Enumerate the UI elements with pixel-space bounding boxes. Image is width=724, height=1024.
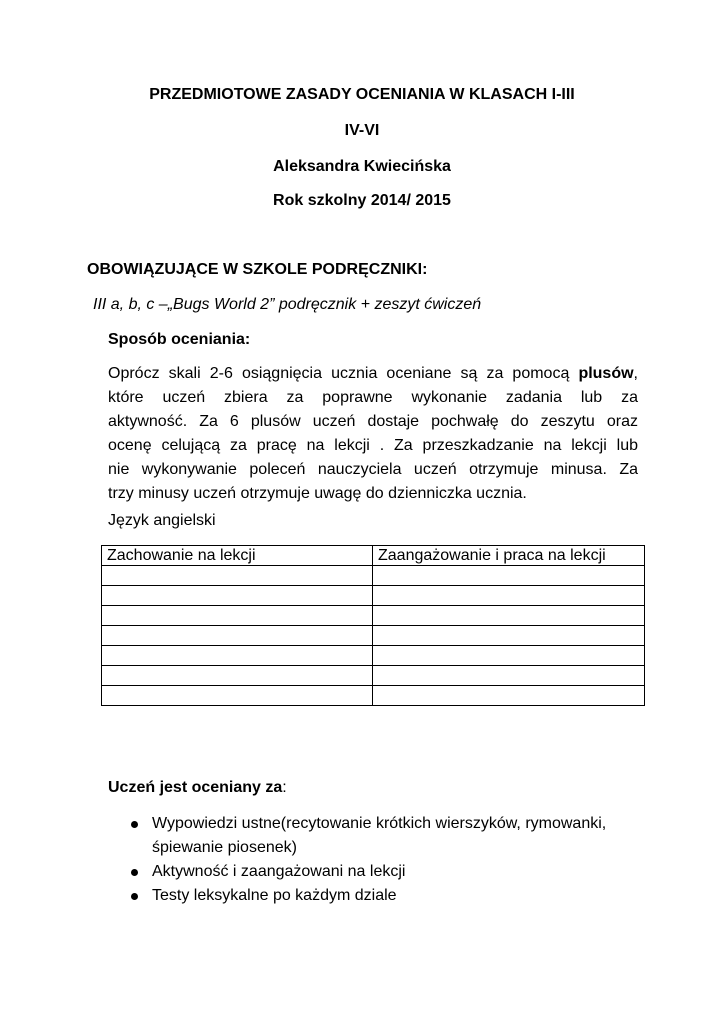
table-cell [102, 666, 373, 686]
table-row [102, 566, 645, 586]
table-header-row [102, 546, 645, 566]
paragraph-line: które uczeń zbiera za poprawne wykonanie zadania lub za [108, 389, 638, 406]
table-cell [102, 646, 373, 666]
table-cell [102, 606, 373, 626]
table-row [102, 686, 645, 706]
paragraph-line [108, 362, 638, 386]
list-item-text: Wypowiedzi ustne(recytowanie krótkich wierszyków, rymowanki, śpiewanie piosenek) [152, 815, 607, 856]
table-cell [373, 666, 645, 686]
school-year: Rok szkolny 2014/ 2015 [273, 192, 451, 209]
paragraph-text: Oprócz skali 2-6 osiągnięcia ucznia oceniane są za pomocą [108, 365, 579, 382]
bullet-icon [131, 869, 138, 876]
column-header-behavior: Zachowanie na lekcji [102, 546, 373, 566]
subject-label: Język angielski [108, 512, 216, 529]
table-cell [373, 646, 645, 666]
list-item [128, 884, 648, 908]
plus-keyword: plusów [578, 365, 634, 382]
list-item-text: Aktywność i zaangażowani na lekcji [152, 863, 406, 880]
table-row [102, 606, 645, 626]
assessment-heading: Sposób oceniania: [108, 331, 251, 348]
list-item-text: Testy leksykalne po każdym dziale [152, 887, 397, 904]
textbooks-heading: OBOWIĄZUJĄCE W SZKOLE PODRĘCZNIKI: [87, 261, 428, 278]
grade-range: IV-VI [344, 122, 380, 139]
paragraph-line: aktywność. Za 6 plusów uczeń dostaje pochwałę do zeszytu oraz [108, 413, 638, 430]
paragraph-text: , [633, 365, 638, 382]
bullet-icon [131, 821, 138, 828]
paragraph-line: ocenę celującą za pracę na lekcji . Za przeszkadzanie na lekcji lub [108, 437, 638, 454]
paragraph-line: trzy minusy uczeń otrzymuje uwagę do dzienniczka ucznia. [108, 485, 527, 502]
table-row [102, 626, 645, 646]
table-row [102, 666, 645, 686]
textbook-entry: III a, b, c –„Bugs World 2” podręcznik + zeszyt ćwiczeń [93, 296, 482, 313]
author-name: Aleksandra Kwiecińska [273, 158, 451, 175]
list-item [128, 860, 648, 884]
table-row [102, 586, 645, 606]
assessment-paragraph [108, 362, 638, 506]
evaluation-criteria-list [128, 812, 648, 908]
table-row [102, 646, 645, 666]
bullet-icon [131, 893, 138, 900]
table-cell [373, 566, 645, 586]
table-cell [373, 606, 645, 626]
heading-colon: : [282, 779, 287, 796]
document-title: PRZEDMIOTOWE ZASADY OCENIANIA W KLASACH I-III [149, 86, 575, 103]
table-cell [373, 686, 645, 706]
table-cell [373, 586, 645, 606]
table-cell [102, 626, 373, 646]
evaluated-for-heading [108, 778, 287, 798]
grading-table [101, 545, 645, 706]
table-cell [102, 586, 373, 606]
table-cell [102, 686, 373, 706]
evaluated-for-heading-text: Uczeń jest oceniany za [108, 779, 283, 796]
paragraph-line: nie wykonywanie poleceń nauczyciela uczeń otrzymuje minusa. Za [108, 461, 638, 478]
table-cell [102, 566, 373, 586]
column-header-engagement: Zaangażowanie i praca na lekcji [373, 546, 645, 566]
list-item [128, 812, 648, 860]
table-cell [373, 626, 645, 646]
